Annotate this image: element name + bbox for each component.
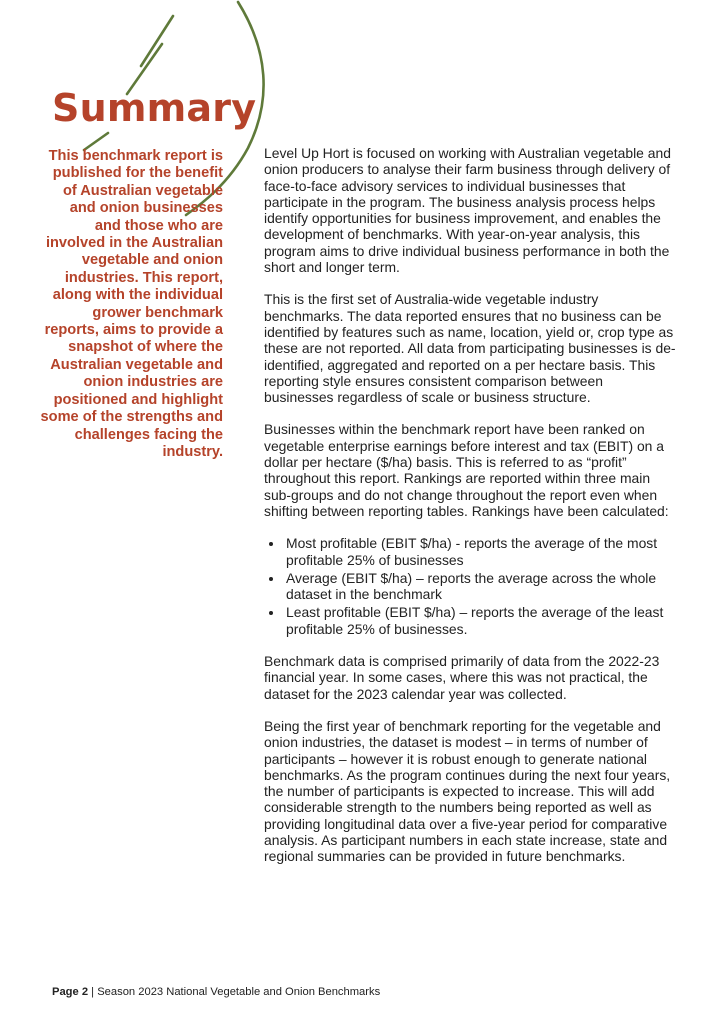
paragraph-dataset-size: Being the first year of benchmark reporting for the vegetable and onion industries, the dataset is modest – in terms of number of participants – however it is robust enough to generate national benchmarks. As the program continues during the next four years, the number of participants is expected to increase. This will add considerable strength to the numbers being reported as well as providing longitudinal data over a five-year period for comparative analysis. As participant numbers in each state increase, state and regional summaries can be provided in future benchmarks. (264, 717, 671, 865)
page-footer (52, 986, 380, 998)
list-item: • Most profitable (EBIT $/ha) - reports the average of the most profitable 25% of businesses (284, 535, 676, 568)
paragraph-data-period: Benchmark data is comprised primarily of data from the 2022-23 financial year. In some cases, where this was not practical, the dataset for the 2023 calendar year was collected. (264, 653, 660, 702)
paragraph-program-overview: Level Up Hort is focused on working with Australian vegetable and onion producers to analyse their farm business through delivery of face-to-face advisory services to individual businesses that participate in the program. The business analysis process helps identify opportunities for business improvement, and enables the development of benchmarks. With year-on-year analysis, this program aims to drive individual business performance in both the short and longer term. (264, 145, 671, 276)
main-column (264, 145, 676, 881)
paragraph-first-benchmarks: This is the first set of Australia-wide vegetable industry benchmarks. The data reported ensures that no business can be identified by features such as name, location, yield or, crop type as these are not reported. All data from participating businesses is de-identified, aggregated and reported on a per hectare basis. This reporting style ensures consistent comparison between businesses regardless of scale or business structure. (264, 291, 676, 406)
publication-title: Season 2023 National Vegetable and Onion Benchmarks (97, 986, 381, 998)
footer-separator: | (88, 986, 98, 998)
page-number: Page 2 (52, 986, 89, 998)
decor-stroke-1 (141, 16, 173, 66)
list-item: • Least profitable (EBIT $/ha) – reports the average of the least profitable 25% of businesses. (284, 604, 676, 637)
page-title: Summary (52, 86, 257, 130)
rankings-list (264, 535, 676, 637)
list-item: • Average (EBIT $/ha) – reports the average across the whole dataset in the benchmark (284, 570, 676, 603)
paragraph-rankings: Businesses within the benchmark report have been ranked on vegetable enterprise earnings before interest and tax (EBIT) on a dollar per hectare ($/ha) basis. This is referred to as “profit” throughout this report. Rankings are reported within three main sub-groups and do not change throughout the report even when shifting between reporting tables. Rankings have been calculated: (264, 421, 669, 519)
intro-text: This benchmark report is published for the benefit of Australian vegetable and onion businesses and those who are involved in the Australian vegetable and onion industries. This report, along with the individual grower benchmark reports, aims to provide a snapshot of where the Australian vegetable and onion industries are positioned and highlight some of the strengths and challenges facing the industry. (40, 148, 223, 460)
